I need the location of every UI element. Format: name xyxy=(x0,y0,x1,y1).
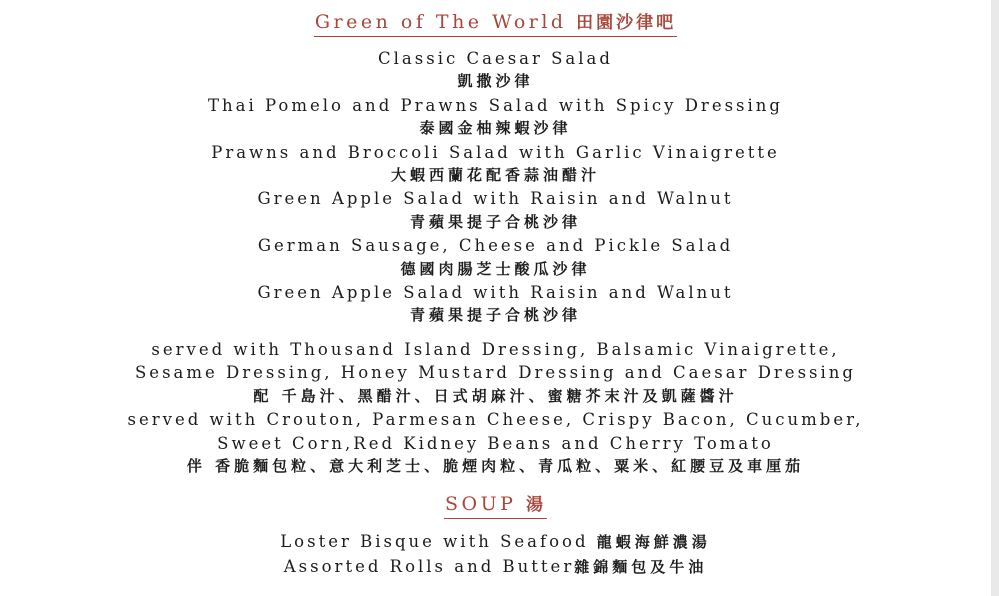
salad-item-en: Green Apple Salad with Raisin and Walnut xyxy=(257,189,734,209)
toppings-text-zh: 伴 香脆麵包粒、意大利芝士、脆煙肉粒、青瓜粒、粟米、紅腰豆及車厘茄 xyxy=(186,456,805,475)
salad-heading-zh: 田園沙律吧 xyxy=(576,13,677,33)
scrollbar-track[interactable] xyxy=(991,0,999,596)
salad-item-zh: 泰國金柚辣蝦沙律 xyxy=(419,119,572,138)
salad-section-heading xyxy=(314,10,677,37)
toppings-text-en-2: Sweet Corn,Red Kidney Beans and Cherry Tomato xyxy=(217,433,774,453)
soup-item-list xyxy=(0,530,991,579)
salad-item-en: Classic Caesar Salad xyxy=(378,49,613,68)
salad-item-en: German Sausage, Cheese and Pickle Salad xyxy=(257,236,734,256)
soup-item-zh: 雜錦麵包及牛油 xyxy=(574,557,708,576)
salad-item-zh: 大蝦西蘭花配香蒜油醋汁 xyxy=(390,166,600,185)
dressing-text-en-2: Sesame Dressing, Honey Mustard Dressing and Caesar Dressing xyxy=(135,363,856,383)
salad-item-zh: 青蘋果提子合桃沙律 xyxy=(409,212,581,231)
salad-item-zh: 凱撒沙律 xyxy=(457,72,534,91)
soup-item-en: Assorted Rolls and Butter xyxy=(283,556,575,576)
soup-item xyxy=(0,530,991,554)
salad-item-zh: 德國肉腸芝士酸瓜沙律 xyxy=(400,259,591,278)
salad-heading-en: Green of The World xyxy=(314,11,567,33)
dressing-text-zh: 配 千島汁、黑醋汁、日式胡麻汁、蜜糖芥末汁及凱薩醬汁 xyxy=(253,386,738,405)
salad-item-en: Prawns and Broccoli Salad with Garlic Vinaigrette xyxy=(211,142,780,162)
dressing-text-en-1: served with Thousand Island Dressing, Balsamic Vinaigrette, xyxy=(151,339,840,359)
soup-heading-wrap xyxy=(0,492,991,528)
soup-item xyxy=(0,555,991,579)
soup-heading-en: SOUP xyxy=(445,493,517,516)
salad-item-en: Thai Pomelo and Prawns Salad with Spicy Dressing xyxy=(208,95,783,115)
soup-heading-zh: 湯 xyxy=(525,495,546,516)
dressing-block xyxy=(0,338,991,478)
salad-item-list xyxy=(0,47,991,328)
toppings-text-en-1: served with Crouton, Parmesan Cheese, Crispy Bacon, Cucumber, xyxy=(127,410,864,430)
soup-item-en: Loster Bisque with Seafood xyxy=(280,532,597,552)
salad-item-zh: 青蘋果提子合桃沙律 xyxy=(409,306,581,325)
soup-section-heading xyxy=(444,492,547,519)
salad-heading-wrap xyxy=(0,10,991,47)
soup-item-zh: 龍蝦海鮮濃湯 xyxy=(596,533,711,552)
salad-item-en: Green Apple Salad with Raisin and Walnut xyxy=(257,283,734,303)
